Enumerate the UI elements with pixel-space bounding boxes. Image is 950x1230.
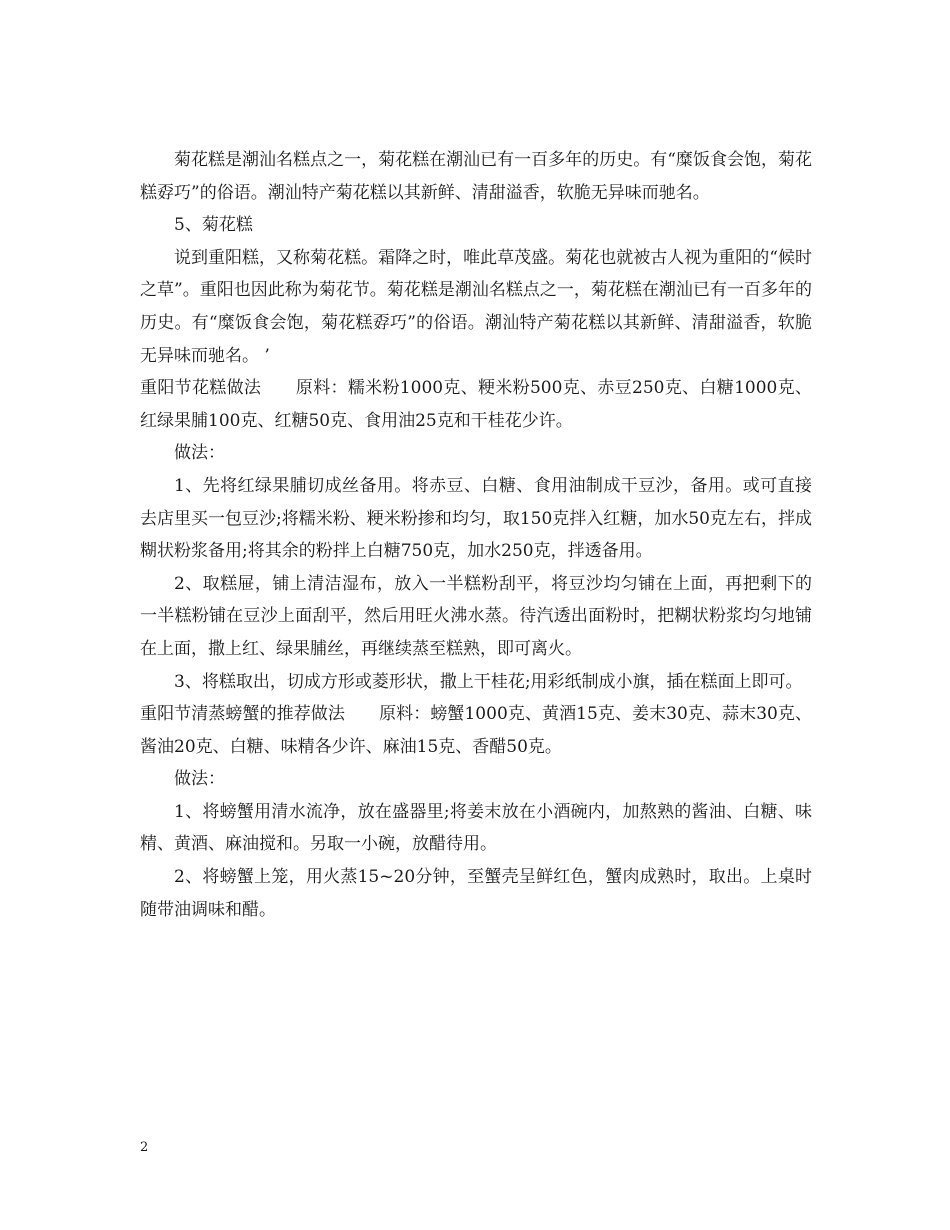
method-step: 2、取糕屉，铺上清洁湿布，放入一半糕粉刮平，将豆沙均匀铺在上面，再把剩下的一半糕粉铺在豆沙上面刮平，然后用旺火沸水蒸。待汽透出面粉时，把糊状粉浆均匀地铺在上面，撒上红、绿果脯丝，再继续蒸至糕熟，即可离火。: [140, 573, 812, 659]
method-heading: 做法：: [174, 769, 225, 790]
method-step: 1、将螃蟹用清水流净，放在盛器里;将姜末放在小酒碗内，加熬熟的酱油、白糖、味精、黄酒、麻油搅和。另取一小碗，放醋待用。: [140, 801, 812, 855]
method-step: 2、将螃蟹上笼，用火蒸15~20分钟，至蟹壳呈鲜红色，蟹肉成熟时，取出。上桌时随带油调味和醋。: [140, 867, 812, 920]
recipe-ingredients: 重阳节清蒸螃蟹的推荐做法 原料：螃蟹1000克、黄酒15克、姜末30克、蒜末30克、酱油20克、白糖、味精各少许、麻油15克、香醋50克。: [140, 704, 812, 757]
section-heading: 5、菊花糕: [174, 215, 253, 236]
paragraph: 说到重阳糕，又称菊花糕。霜降之时，唯此草茂盛。菊花也就被古人视为重阳的“候时之草”。重阳也因此称为菊花节。菊花糕是潮汕名糕点之一，菊花糕在潮汕已有一百多年的历史。有“糜饭食会饱，菊花糕孬巧”的俗语。潮汕特产菊花糕以其新鲜、清甜溢香，软脆无异味而驰名。 ’: [140, 247, 812, 366]
method-heading: 做法：: [174, 443, 225, 464]
method-step: 3、将糕取出，切成方形或菱形状，撒上干桂花;用彩纸制成小旗，插在糕面上即可。: [174, 671, 803, 692]
method-step: 1、先将红绿果脯切成丝备用。将赤豆、白糖、食用油制成干豆沙，备用。或可直接去店里买一包豆沙;将糯米粉、粳米粉掺和均匀，取150克拌入红糖，加水50克左右，拌成糊状粉浆备用;将其余的粉拌上白糖750克，加水250克，拌透备用。: [140, 475, 812, 562]
page-number: 2: [140, 1140, 149, 1155]
paragraph: 菊花糕是潮汕名糕点之一，菊花糕在潮汕已有一百多年的历史。有“糜饭食会饱，菊花糕孬巧”的俗语。潮汕特产菊花糕以其新鲜、清甜溢香，软脆无异味而驰名。: [140, 150, 812, 203]
recipe-ingredients: 重阳节花糕做法 原料：糯米粉1000克、粳米粉500克、赤豆250克、白糖1000克、红绿果脯100克、红糖50克、食用油25克和干桂花少许。: [140, 378, 812, 431]
document-body: [140, 144, 812, 926]
